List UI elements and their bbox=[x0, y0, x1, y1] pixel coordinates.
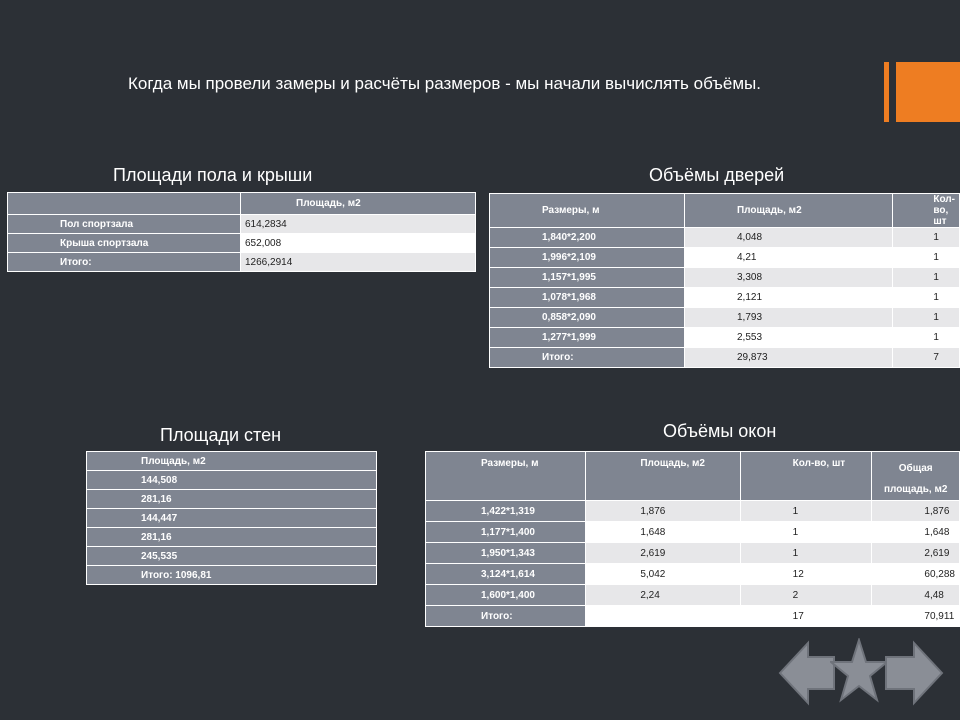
accent-bar-thin bbox=[884, 62, 889, 122]
column-header: Кол-во, шт bbox=[893, 194, 960, 228]
area-cell: 4,048 bbox=[684, 228, 892, 248]
table-header-row bbox=[8, 193, 476, 215]
floor-roof-table bbox=[7, 192, 476, 272]
count-cell: 7 bbox=[893, 348, 960, 368]
total-area-cell: 60,288 bbox=[872, 564, 960, 585]
table-row bbox=[426, 543, 960, 564]
total-area-cell: 2,619 bbox=[872, 543, 960, 564]
area-cell: 4,21 bbox=[684, 248, 892, 268]
accent-bar-thick bbox=[896, 62, 960, 122]
next-slide-button[interactable] bbox=[882, 640, 944, 706]
area-cell: 2,121 bbox=[684, 288, 892, 308]
size-cell: 1,078*1,968 bbox=[490, 288, 685, 308]
total-area-cell: 70,911 bbox=[872, 606, 960, 627]
table-header-row bbox=[490, 194, 960, 228]
doors-heading: Объёмы дверей bbox=[649, 165, 785, 185]
table-row bbox=[87, 547, 377, 566]
row-value: 652,008 bbox=[241, 234, 476, 253]
area-cell bbox=[586, 606, 740, 627]
table-row bbox=[8, 253, 476, 272]
size-cell: 1,950*1,343 bbox=[426, 543, 586, 564]
doors-table-body bbox=[490, 228, 960, 368]
wall-area-cell: 245,535 bbox=[87, 547, 377, 566]
count-cell: 1 bbox=[893, 248, 960, 268]
area-cell: 1,648 bbox=[586, 522, 740, 543]
count-cell: 1 bbox=[893, 328, 960, 348]
walls-table-body bbox=[87, 471, 377, 585]
intro-text-content: Когда мы провели замеры и расчёты размеров - мы начали вычислять объёмы. bbox=[128, 74, 761, 93]
wall-area-cell: 144,508 bbox=[87, 471, 377, 490]
count-cell: 1 bbox=[740, 501, 872, 522]
column-header: Размеры, м bbox=[490, 194, 685, 228]
wall-area-cell: Итого: 1096,81 bbox=[87, 566, 377, 585]
row-label: Крыша спортзала bbox=[8, 234, 241, 253]
count-cell: 17 bbox=[740, 606, 872, 627]
size-cell: 1,600*1,400 bbox=[426, 585, 586, 606]
column-header bbox=[8, 193, 241, 215]
table-row bbox=[490, 228, 960, 248]
area-cell: 29,873 bbox=[684, 348, 892, 368]
table-row bbox=[426, 501, 960, 522]
table-row bbox=[490, 268, 960, 288]
area-cell: 2,619 bbox=[586, 543, 740, 564]
count-cell: 1 bbox=[893, 288, 960, 308]
size-cell: 1,157*1,995 bbox=[490, 268, 685, 288]
column-header-line: площадь, м2 bbox=[883, 484, 948, 495]
size-cell: 1,840*2,200 bbox=[490, 228, 685, 248]
table-row bbox=[87, 566, 377, 585]
windows-heading: Объёмы окон bbox=[663, 421, 777, 441]
table-row bbox=[426, 585, 960, 606]
row-label: Итого: bbox=[8, 253, 241, 272]
table-row bbox=[490, 328, 960, 348]
floor-roof-heading: Площади пола и крыши bbox=[113, 165, 313, 185]
size-cell: 1,996*2,109 bbox=[490, 248, 685, 268]
area-cell: 3,308 bbox=[684, 268, 892, 288]
table-row bbox=[426, 564, 960, 585]
row-value: 1266,2914 bbox=[241, 253, 476, 272]
column-header: Площадь, м2 bbox=[241, 193, 476, 215]
area-cell: 1,793 bbox=[684, 308, 892, 328]
column-header: Размеры, м bbox=[426, 452, 586, 501]
table-row bbox=[87, 490, 377, 509]
table-row bbox=[87, 471, 377, 490]
row-value: 614,2834 bbox=[241, 215, 476, 234]
prev-slide-button[interactable] bbox=[778, 640, 836, 706]
table-row bbox=[490, 288, 960, 308]
count-cell: 2 bbox=[740, 585, 872, 606]
walls-heading: Площади стен bbox=[160, 425, 282, 445]
area-cell: 2,553 bbox=[684, 328, 892, 348]
total-area-cell: 4,48 bbox=[872, 585, 960, 606]
column-header-line: Общая bbox=[898, 463, 933, 474]
area-cell: 1,876 bbox=[586, 501, 740, 522]
column-header bbox=[872, 452, 960, 501]
count-cell: 1 bbox=[893, 228, 960, 248]
size-cell: 1,422*1,319 bbox=[426, 501, 586, 522]
table-header-row bbox=[426, 452, 960, 501]
row-label: Пол спортзала bbox=[8, 215, 241, 234]
table-row bbox=[426, 606, 960, 627]
wall-area-cell: 281,16 bbox=[87, 528, 377, 547]
intro-text bbox=[80, 72, 860, 96]
area-cell: 5,042 bbox=[586, 564, 740, 585]
table-row bbox=[490, 248, 960, 268]
size-cell: 1,277*1,999 bbox=[490, 328, 685, 348]
wall-area-cell: 144,447 bbox=[87, 509, 377, 528]
count-cell: 1 bbox=[740, 543, 872, 564]
area-cell: 2,24 bbox=[586, 585, 740, 606]
windows-table-body bbox=[426, 501, 960, 627]
size-cell: 0,858*2,090 bbox=[490, 308, 685, 328]
table-row bbox=[426, 522, 960, 543]
table-row bbox=[8, 215, 476, 234]
home-button[interactable] bbox=[830, 638, 888, 704]
size-cell: Итого: bbox=[426, 606, 586, 627]
table-row bbox=[490, 308, 960, 328]
star-icon bbox=[830, 638, 888, 704]
count-cell: 12 bbox=[740, 564, 872, 585]
table-row bbox=[8, 234, 476, 253]
walls-table bbox=[86, 451, 377, 585]
size-cell: 3,124*1,614 bbox=[426, 564, 586, 585]
doors-table bbox=[489, 193, 960, 368]
column-header: Площадь, м2 bbox=[586, 452, 740, 501]
count-cell: 1 bbox=[740, 522, 872, 543]
table-row bbox=[87, 528, 377, 547]
count-cell: 1 bbox=[893, 308, 960, 328]
total-area-cell: 1,648 bbox=[872, 522, 960, 543]
table-row bbox=[87, 509, 377, 528]
total-area-cell: 1,876 bbox=[872, 501, 960, 522]
column-header: Площадь, м2 bbox=[684, 194, 892, 228]
column-header: Кол-во, шт bbox=[740, 452, 872, 501]
size-cell: 1,177*1,400 bbox=[426, 522, 586, 543]
table-header-row bbox=[87, 452, 377, 471]
column-header: Площадь, м2 bbox=[87, 452, 377, 471]
table-row bbox=[490, 348, 960, 368]
count-cell: 1 bbox=[893, 268, 960, 288]
windows-table bbox=[425, 451, 960, 627]
arrow-left-icon bbox=[778, 640, 836, 706]
size-cell: Итого: bbox=[490, 348, 685, 368]
wall-area-cell: 281,16 bbox=[87, 490, 377, 509]
arrow-right-icon bbox=[882, 640, 944, 706]
